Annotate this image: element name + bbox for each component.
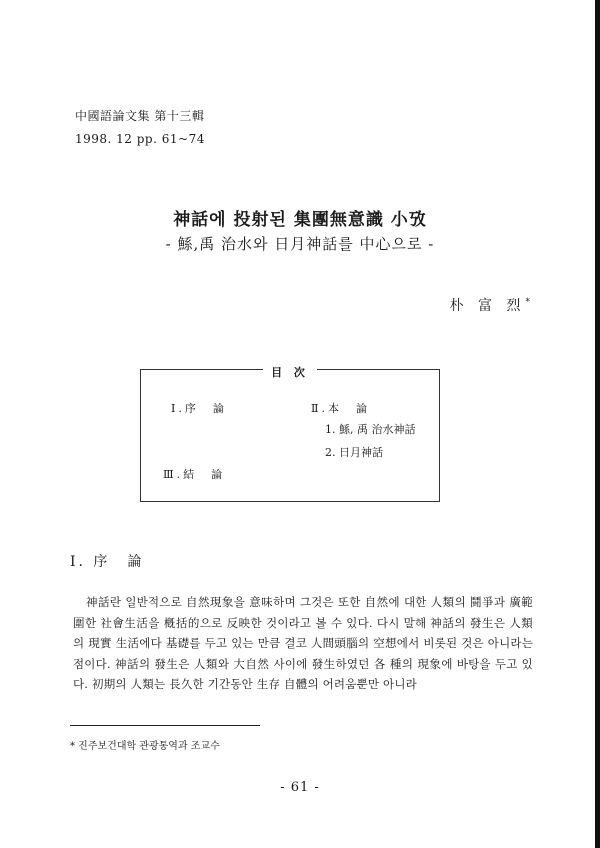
author-footnote-mark: *: [525, 297, 530, 308]
table-of-contents: [140, 366, 440, 502]
toc-item-flood-myth: 1. 鯀, 禹 治水神話: [325, 423, 416, 436]
page-number: - 61 -: [280, 780, 320, 795]
toc-item-main: Ⅱ.本 論: [311, 402, 370, 415]
footnote-rule: [70, 725, 260, 726]
paper-title: 神話에 投射된 集團無意識 小攷: [173, 210, 427, 230]
section-heading: Ⅰ. 序 論: [70, 554, 145, 570]
toc-heading-wrap: [141, 361, 439, 380]
scan-edge: [595, 0, 600, 848]
author: [450, 295, 530, 315]
toc-item-sun-moon-myth: 2. 日月神話: [325, 446, 383, 459]
body-paragraph: 神話란 일반적으로 自然現象을 意味하며 그것은 또한 自然에 대한 人類의 鬪爭과 廣範圍한 社會生活을 槪括的으로 反映한 것이라고 볼 수 있다. 다시 말해 神話의 發生은 人類의 現實 生活에다 基礎를 두고 있는 만큼 결코 人間頭腦의 空想에서 비롯된 것은 아니라는 점이다. 神話의 發生은 人類와 大自然 사이에 發生하였던 各 種의 現象에 바탕을 두고 있다. 初期의 人類는 長久한 기간동안 生存 自體의 어려움뿐만 아니라: [73, 595, 533, 691]
journal-name: 中國語論文集 第十三輯: [75, 109, 205, 123]
author-name: 朴 富 烈: [449, 298, 526, 314]
toc-heading: 目 次: [263, 366, 317, 379]
journal-pages: 1998. 12 pp. 61~74: [75, 132, 205, 146]
toc-item-intro: Ⅰ.序 論: [171, 402, 227, 415]
footnote: * 진주보건대학 관광통역과 조교수: [70, 741, 220, 752]
paper-subtitle: - 鯀,禹 治水와 日月神話를 中心으로 -: [165, 235, 435, 253]
toc-item-conclusion: Ⅲ.結 論: [163, 468, 226, 481]
